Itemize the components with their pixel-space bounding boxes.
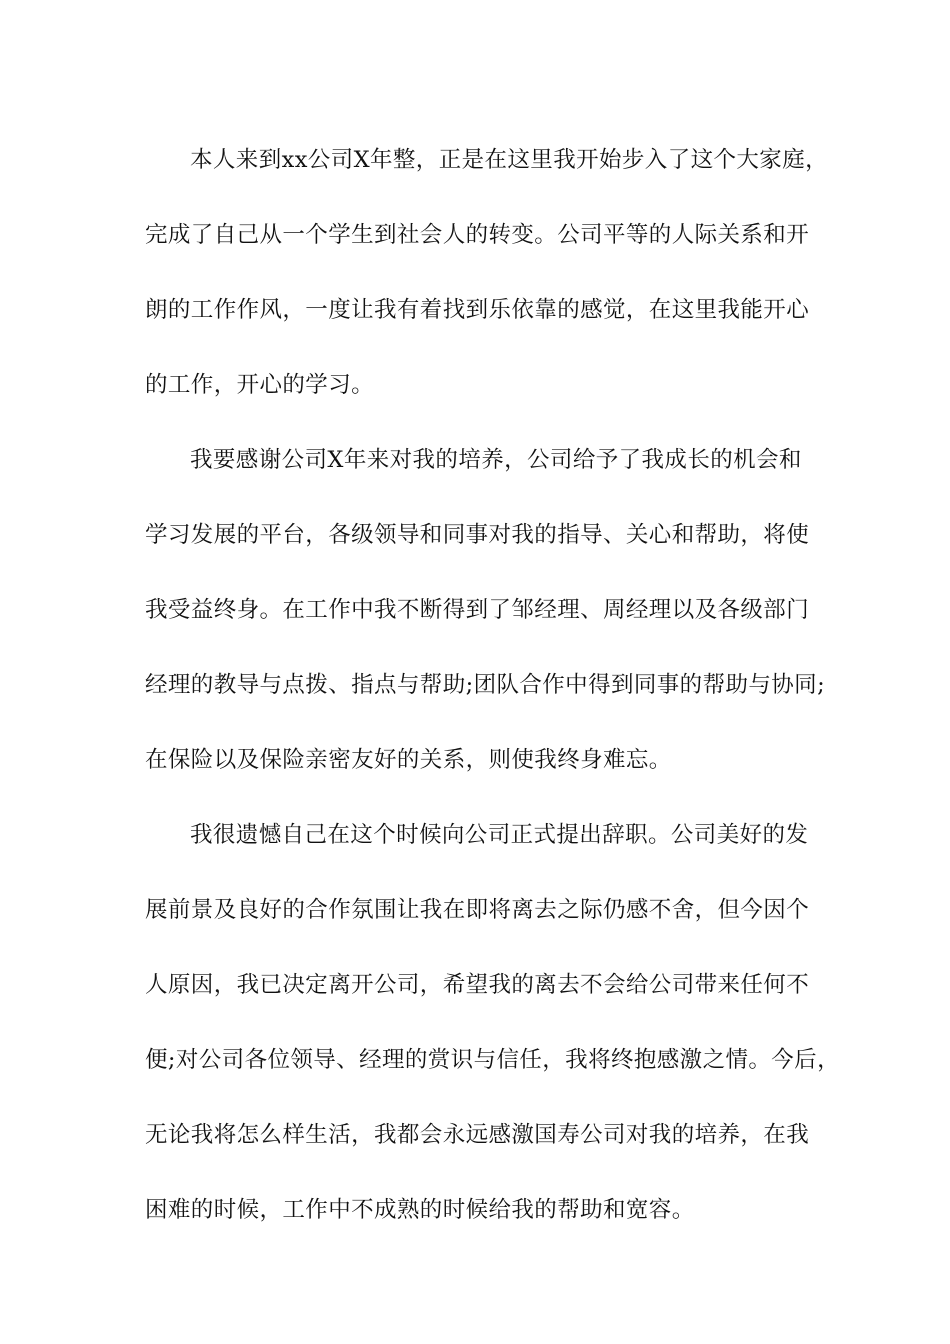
paragraph-2 (145, 423, 826, 798)
text-line: 完成了自己从一个学生到社会人的转变。公司平等的人际关系和开 (145, 222, 810, 248)
paragraph-1 (145, 123, 828, 423)
text-line: 便;对公司各位领导、经理的赏识与信任，我将终抱感激之情。今后， (145, 1047, 840, 1073)
text-line: 学习发展的平台，各级领导和同事对我的指导、关心和帮助，将使 (145, 522, 810, 548)
text-line: 我很遗憾自己在这个时候向公司正式提出辞职。公司美好的发 (190, 822, 809, 848)
paragraph-3 (145, 798, 840, 1248)
text-line: 困难的时候，工作中不成熟的时候给我的帮助和宽容。 (145, 1197, 695, 1223)
text-line: 经理的教导与点拨、指点与帮助;团队合作中得到同事的帮助与协同; (145, 672, 826, 698)
text-line: 本人来到xx公司X年整，正是在这里我开始步入了这个大家庭， (190, 147, 828, 173)
text-line: 展前景及良好的合作氛围让我在即将离去之际仍感不舍，但今因个 (145, 897, 810, 923)
text-line: 在保险以及保险亲密友好的关系，则使我终身难忘。 (145, 747, 672, 773)
document-body (145, 123, 840, 1248)
text-line: 我受益终身。在工作中我不断得到了邹经理、周经理以及各级部门 (145, 597, 810, 623)
text-line: 我要感谢公司X年来对我的培养，公司给予了我成长的机会和 (190, 447, 802, 473)
text-line: 的工作，开心的学习。 (145, 372, 375, 398)
text-line: 无论我将怎么样生活，我都会永远感激国寿公司对我的培养，在我 (145, 1122, 810, 1148)
text-line: 人原因，我已决定离开公司，希望我的离去不会给公司带来任何不 (145, 972, 810, 998)
text-line: 朗的工作作风，一度让我有着找到乐依靠的感觉，在这里我能开心 (145, 297, 810, 323)
